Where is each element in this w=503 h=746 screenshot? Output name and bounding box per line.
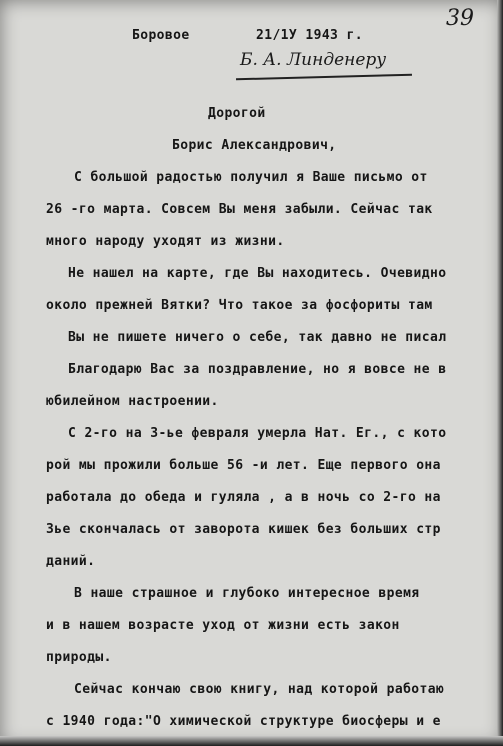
body-line: и в нашем возрасте уход от жизни есть закон <box>46 618 400 633</box>
body-line: В наше страшное и глубоко интересное время <box>74 586 420 601</box>
body-line: с 1940 года:"О химической структуре биосферы и е <box>46 714 441 729</box>
body-line: С 2-го на 3-ье февраля умерла Нат. Ег., с кото <box>68 426 447 441</box>
body-line: много народу уходят из жизни. <box>46 234 285 249</box>
greeting-line: Борис Александрович, <box>172 138 337 153</box>
body-line: юбилейном настроении. <box>46 394 219 409</box>
letter-place: Боровое <box>132 28 190 43</box>
body-line: природы. <box>46 650 112 665</box>
body-line: С большой радостью получил я Ваше письмо от <box>74 170 428 185</box>
body-line: работала до обеда и гуляла , а в ночь со 2-го на <box>46 490 441 505</box>
body-line: Благодарю Вас за поздравление, но я вовсе не в <box>68 362 447 377</box>
body-line: около прежней Вятки? Что такое за фосфориты там <box>46 298 433 313</box>
body-line: Не нашел на карте, где Вы находитесь. Очевидно <box>68 266 447 281</box>
body-line: рой мы прожили больше 56 -и лет. Еще первого она <box>46 458 441 473</box>
handwritten-addressee: Б. А. Линденеру <box>240 50 387 70</box>
body-line: даний. <box>46 554 96 569</box>
body-line: Сейчас кончаю свою книгу, над которой работаю <box>74 682 445 697</box>
letter-date: 21/1У 1943 г. <box>256 28 363 43</box>
page-number: 39 <box>446 6 474 31</box>
scan-edge-right <box>497 0 503 746</box>
scan-edge-bottom <box>0 736 503 746</box>
greeting-line: Дорогой <box>208 106 266 121</box>
addressee-underline <box>236 74 412 81</box>
body-line: 26 -го марта. Совсем Вы меня забыли. Сейчас так <box>46 202 433 217</box>
body-line: 3ье скончалась от заворота кишек без больших стр <box>46 522 441 537</box>
body-line: Вы не пишете ничего о себе, так давно не писал <box>68 330 447 345</box>
